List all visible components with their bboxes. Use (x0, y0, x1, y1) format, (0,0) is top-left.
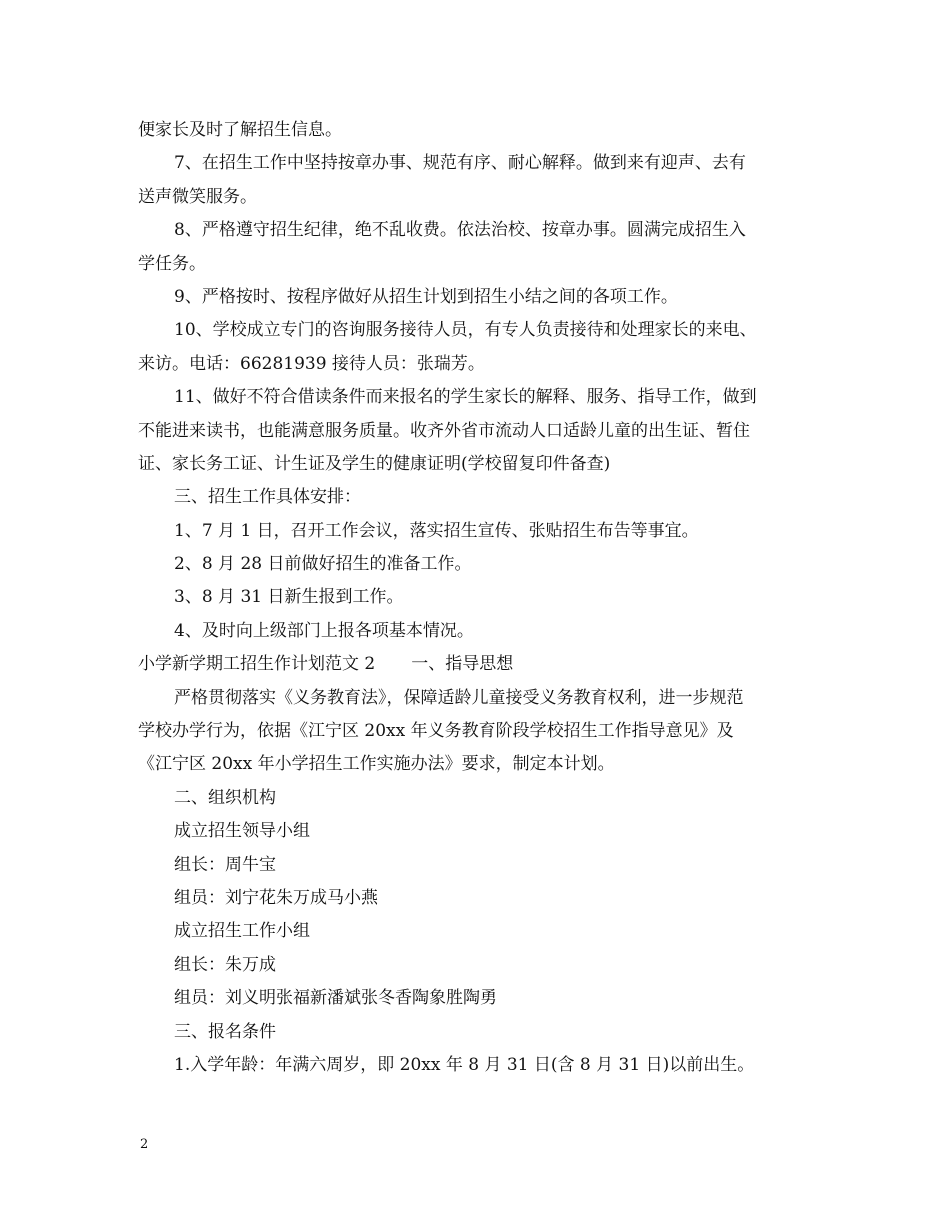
text-line: 组长：周牛宝 (174, 854, 276, 875)
text-line: 来访。电话：66281939 接待人员：张瑞芳。 (138, 353, 485, 374)
text-line: 学任务。 (138, 253, 206, 274)
text-line: 严格贯彻落实《义务教育法》，保障适龄儿童接受义务教育权利，进一步规范 (174, 687, 744, 708)
section-title: 小学新学期工招生作计划范文 2 (138, 654, 376, 675)
paragraph-block-before (138, 114, 813, 648)
text-line: 组员：刘宁花朱万成马小燕 (174, 887, 378, 908)
text-line: 11、做好不符合借读条件而来报名的学生家长的解释、服务、指导工作，做到 (174, 387, 757, 408)
paragraph-block-after (138, 682, 813, 1083)
text-line: 1、7 月 1 日，召开工作会议，落实招生宣传、张贴招生布告等事宜。 (174, 520, 699, 541)
text-line: 3、8 月 31 日新生报到工作。 (174, 587, 404, 608)
text-line: 组员：刘义明张福新潘斌张冬香陶象胜陶勇 (174, 988, 497, 1009)
section-subtitle: 一、指导思想 (411, 654, 514, 675)
text-line: 三、招生工作具体安排： (174, 487, 361, 508)
text-line: 成立招生领导小组 (174, 821, 310, 842)
text-line: 9、严格按时、按程序做好从招生计划到招生小结之间的各项工作。 (174, 286, 678, 307)
section-heading-row (138, 648, 813, 681)
page-number: 2 (140, 1137, 149, 1152)
text-line: 成立招生工作小组 (174, 921, 310, 942)
text-line: 2、8 月 28 日前做好招生的准备工作。 (174, 554, 472, 575)
text-line: 8、严格遵守招生纪律，绝不乱收费。依法治校、按章办事。圆满完成招生入 (174, 220, 746, 241)
text-line: 三、报名条件 (174, 1021, 276, 1042)
text-line: 便家长及时了解招生信息。 (138, 120, 342, 140)
text-line: 组长：朱万成 (174, 954, 276, 975)
text-line: 不能进来读书，也能满意服务质量。收齐外省市流动人口适龄儿童的出生证、暂住 (138, 420, 750, 441)
text-line: 送声微笑服务。 (138, 186, 257, 207)
text-line: 10、学校成立专门的咨询服务接待人员，有专人负责接待和处理家长的来电、 (174, 320, 757, 341)
text-line: 4、及时向上级部门上报各项基本情况。 (174, 620, 474, 641)
heading-gap (375, 648, 411, 681)
text-line: 7、在招生工作中坚持按章办事、规范有序、耐心解释。做到来有迎声、去有 (174, 153, 746, 174)
document-body (138, 114, 813, 1082)
text-line: 1.入学年龄：年满六周岁，即 20xx 年 8 月 31 日(含 8 月 31 日)以前出生。 (174, 1054, 755, 1075)
text-line: 学校办学行为，依据《江宁区 20xx 年义务教育阶段学校招生工作指导意见》及 (138, 721, 734, 742)
text-line: 二、组织机构 (174, 787, 276, 808)
text-line: 证、家长务工证、计生证及学生的健康证明(学校留复印件备查) (138, 453, 611, 474)
text-line: 《江宁区 20xx 年小学招生工作实施办法》要求，制定本计划。 (138, 754, 615, 775)
